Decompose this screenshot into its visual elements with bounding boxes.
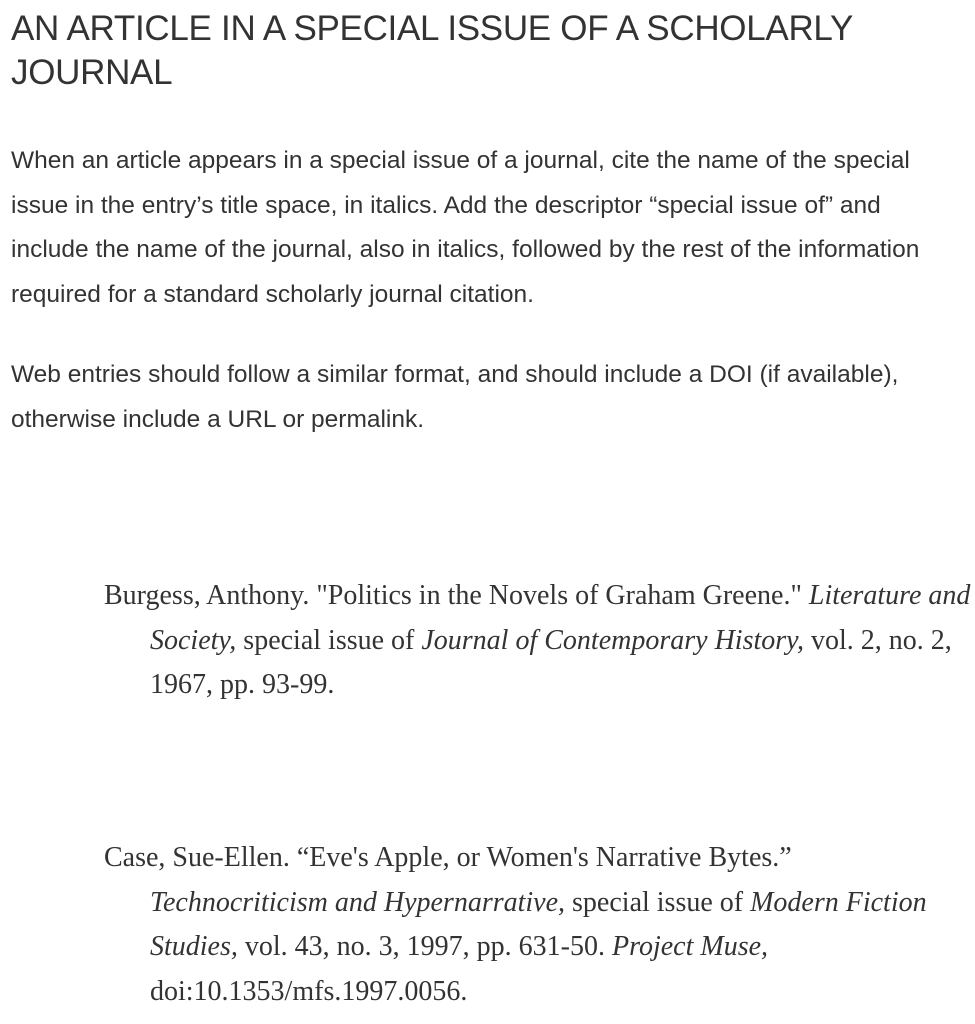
section-heading: AN ARTICLE IN A SPECIAL ISSUE OF A SCHOLARLY JOURNAL — [11, 9, 853, 92]
intro-paragraph: When an article appears in a special issue of a journal, cite the name of the special issue in the entry’s title space, in italics. Add the descriptor “special issue of” and include the name of the journal, also in italics, followed by the rest of the information required for a standard scholarly journal citation. — [11, 147, 920, 308]
citation-author-title: Burgess, Anthony. "Politics in the Novels of Graham Greene." — [104, 580, 802, 611]
citation-author-title: Case, Sue-Ellen. “Eve's Apple, or Women's Narrative Bytes.” — [104, 842, 792, 873]
citation-special-issue: Literature and Society, — [150, 580, 971, 656]
citation-journal: Journal of Contemporary History, — [421, 624, 805, 656]
citation-descriptor: special issue of — [243, 624, 415, 656]
content-area — [11, 0, 933, 442]
citation-doi: doi:10.1353/mfs.1997.0056. — [150, 975, 468, 1007]
citation-example-web — [104, 836, 975, 1014]
citation-journal: Modern Fiction Studies, — [150, 886, 927, 962]
citation-database: Project Muse, — [612, 931, 769, 962]
citation-details: vol. 43, no. 3, 1997, pp. 631-50. — [244, 931, 605, 962]
citation-example-print — [104, 574, 975, 708]
citation-special-issue: Technocriticism and Hypernarrative, — [150, 886, 566, 918]
citation-descriptor: special issue of — [572, 886, 744, 918]
web-entries-paragraph: Web entries should follow a similar format, and should include a DOI (if available), otherwise include a URL or permalink. — [11, 361, 899, 433]
citation-details: vol. 2, no. 2, 1967, pp. 93-99. — [150, 624, 952, 700]
